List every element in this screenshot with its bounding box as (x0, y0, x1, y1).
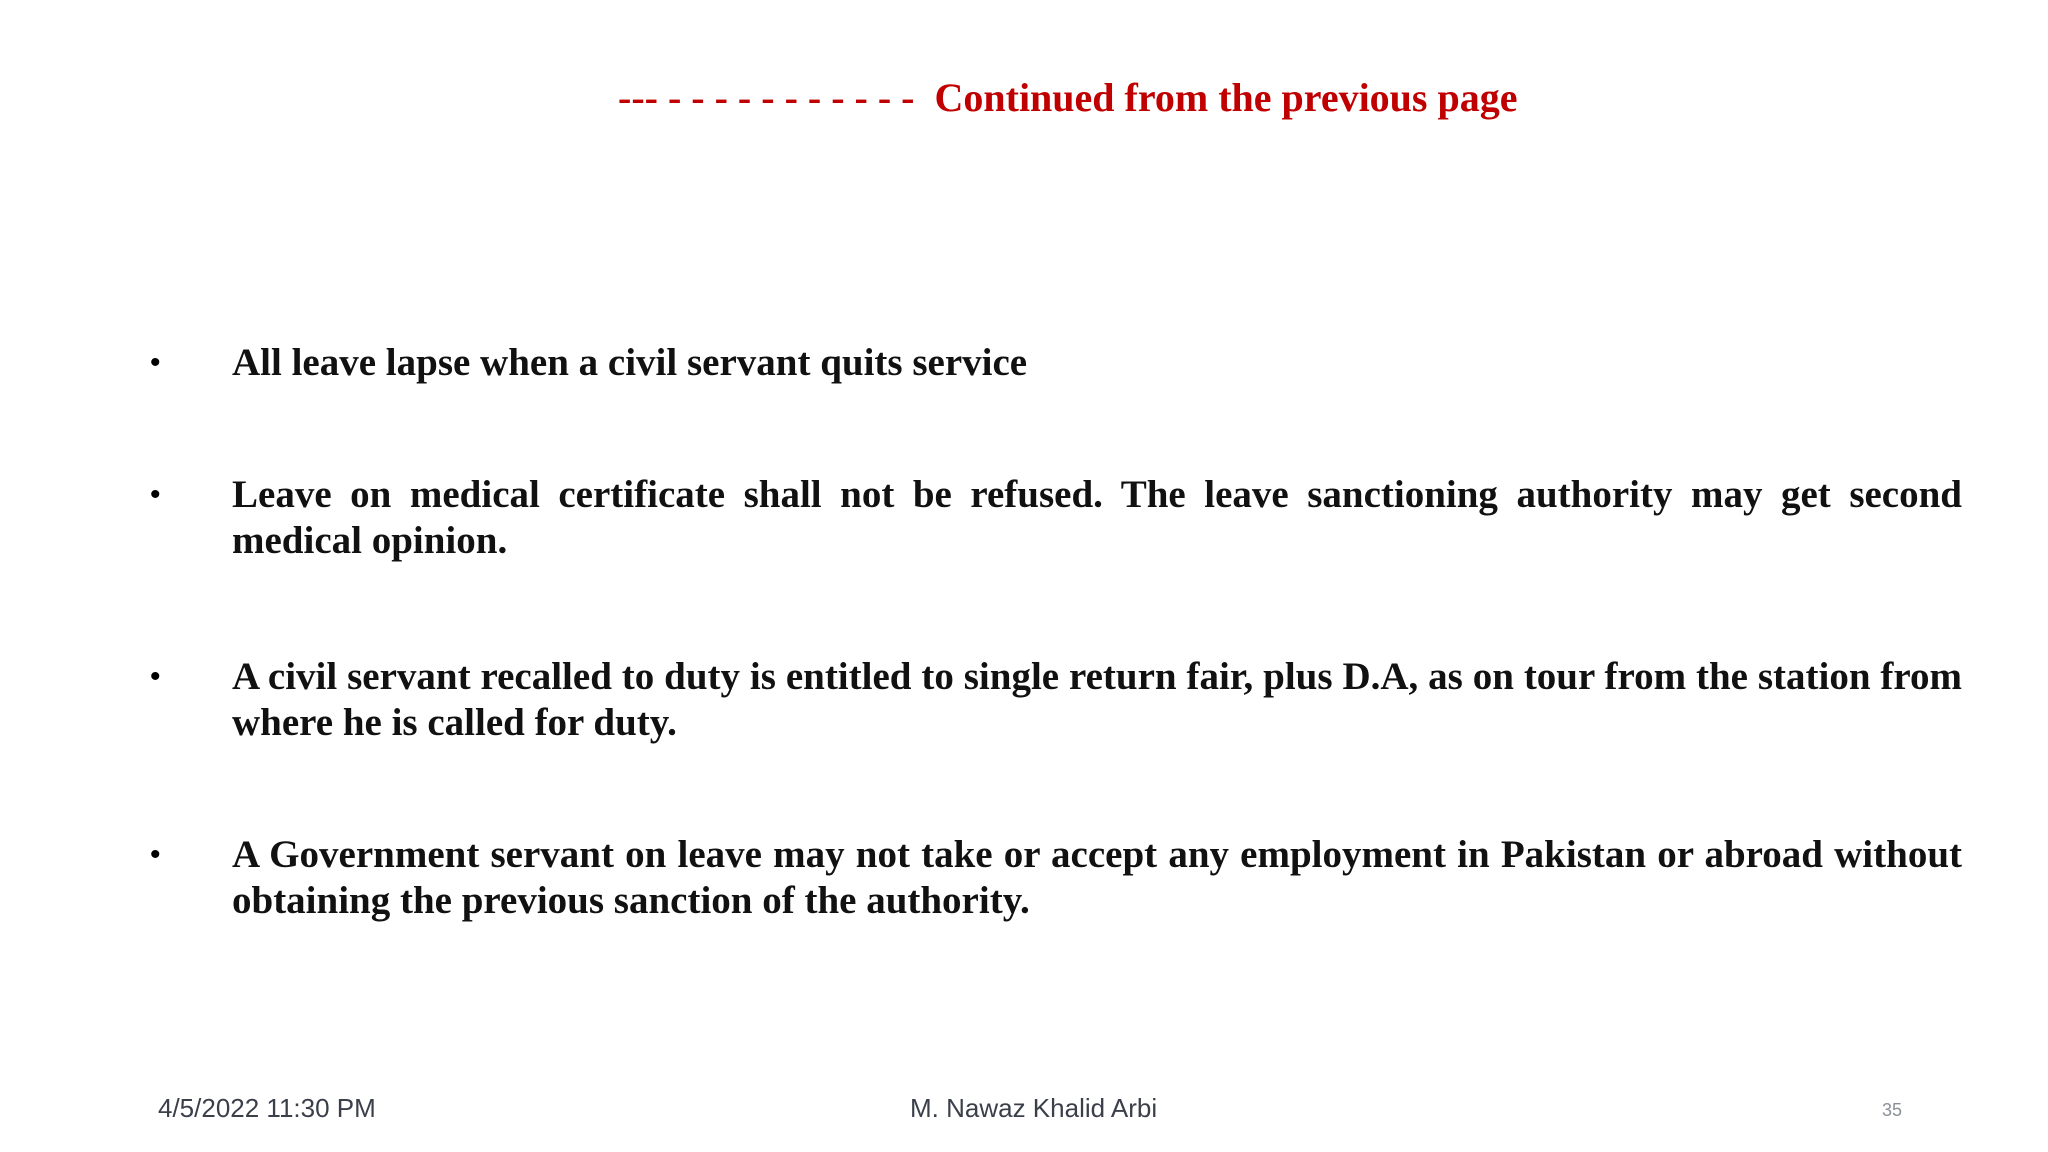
continued-dashes: --- - - - - - - - - - - - (618, 75, 915, 120)
footer-date: 4/5/2022 11:30 PM (158, 1093, 376, 1123)
bullet-dot-icon: • (150, 660, 161, 693)
bullet-dot-icon: • (150, 346, 161, 379)
bullet-dot-icon: • (150, 838, 161, 871)
bullet-text: Leave on medical certificate shall not be refused. The leave sanctioning authority may get second medical opinion. (232, 473, 1962, 562)
bullet-dot-icon: • (150, 478, 161, 511)
bullet-text: A Government servant on leave may not take or accept any employment in Pakistan or abroad without obtaining the previous sanction of the authority. (232, 833, 1962, 922)
bullet-text: All leave lapse when a civil servant quits service (232, 341, 1028, 384)
footer-author: M. Nawaz Khalid Arbi (910, 1093, 1158, 1123)
continued-title: Continued from the previous page (934, 75, 1518, 120)
slide-number: 35 (1882, 1100, 1903, 1120)
continued-header (618, 70, 1518, 126)
bullet-text: A civil servant recalled to duty is entitled to single return fair, plus D.A, as on tour from the station from where he is called for duty. (232, 655, 1962, 744)
